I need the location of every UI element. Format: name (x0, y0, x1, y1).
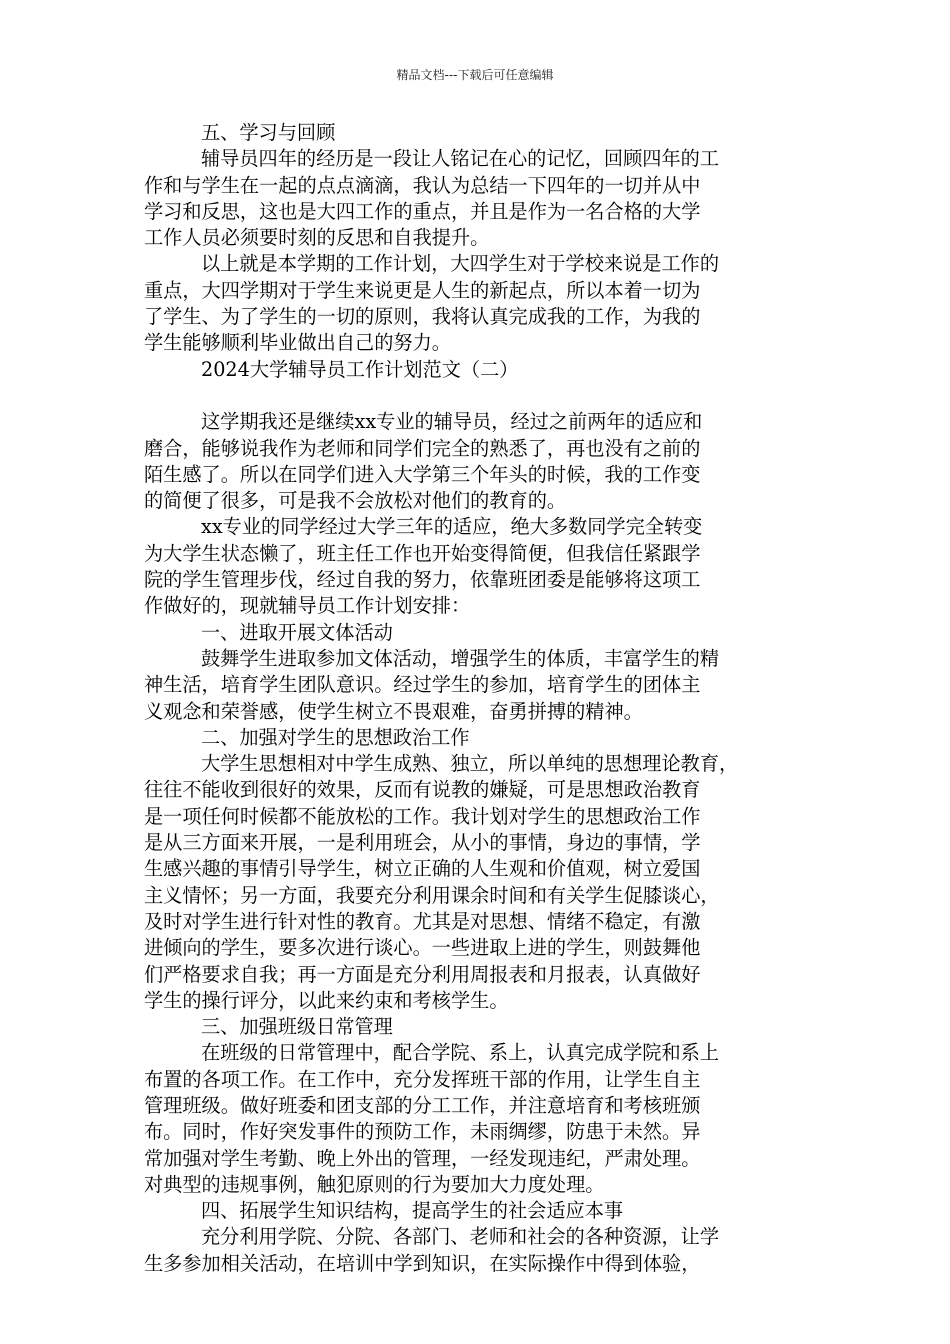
text-line: 义观念和荣誉感，使学生树立不畏艰难，奋勇拼搏的精神。 (144, 699, 643, 723)
text-line: 生感兴趣的事情引导学生，树立正确的人生观和价值观，树立爱国 (144, 857, 701, 881)
text-line: 进倾向的学生，要多次进行谈心。一些进取上进的学生，则鼓舞他 (144, 936, 701, 960)
text-line: 神生活，培育学生团队意识。经过学生的参加，培育学生的团体主 (144, 673, 701, 697)
text-line: xx专业的同学经过大学三年的适应，绝大多数同学完全转变 (201, 515, 703, 539)
text-line: 在班级的日常管理中，配合学院、系上，认真完成学院和系上 (201, 1041, 720, 1065)
text-line: 常加强对学生考勤、晚上外出的管理，一经发现违纪，严肃处理。 (144, 1146, 701, 1170)
text-line: 大学生思想相对中学生成熟、独立，所以单纯的思想理论教育， (201, 752, 739, 776)
text-line (144, 383, 814, 409)
text-line: 院的学生管理步伐，经过自我的努力，依靠班团委是能够将这项工 (144, 568, 701, 592)
text-line: 学生能够顺利毕业做出自己的努力。 (144, 331, 451, 355)
text-line: 陌生感了。所以在同学们进入大学第三个年头的时候，我的工作变 (144, 462, 701, 486)
text-line: 学生的操行评分，以此来约束和考核学生。 (144, 988, 509, 1012)
text-line: 是一项任何时候都不能放松的工作。我计划对学生的思想政治工作 (144, 804, 701, 828)
text-line: 四、拓展学生知识结构，提高学生的社会适应本事 (201, 1199, 624, 1223)
text-line: 作做好的，现就辅导员工作计划安排： (144, 594, 471, 618)
text-line: 生多参加相关活动，在培训中学到知识，在实际操作中得到体验， (144, 1251, 701, 1275)
text-line: 五、学习与回顾 (201, 121, 336, 144)
text-line: 这学期我还是继续xx专业的辅导员，经过之前两年的适应和 (201, 410, 703, 434)
text-line: 磨合，能够说我作为老师和同学们完全的熟悉了，再也没有之前的 (144, 436, 701, 460)
text-line: 2024大学辅导员工作计划范文（二） (201, 357, 519, 381)
text-line: 以上就是本学期的工作计划，大四学生对于学校来说是工作的 (201, 252, 720, 276)
text-line: 为大学生状态懒了，班主任工作也开始变得简便，但我信任紧跟学 (144, 541, 701, 565)
text-line: 及时对学生进行针对性的教育。尤其是对思想、情绪不稳定，有激 (144, 909, 701, 933)
text-line: 重点，大四学期对于学生来说更是人生的新起点，所以本着一切为 (144, 278, 701, 302)
text-line: 工作人员必须要时刻的反思和自我提升。 (144, 226, 490, 250)
text-line: 往往不能收到很好的效果，反而有说教的嫌疑，可是思想政治教育 (144, 778, 701, 802)
text-line: 一、进取开展文体活动 (201, 620, 393, 644)
text-line: 是从三方面来开展，一是利用班会，从小的事情，身边的事情，学 (144, 831, 701, 855)
text-line: 三、加强班级日常管理 (201, 1015, 393, 1039)
text-line: 学习和反思，这也是大四工作的重点，并且是作为一名合格的大学 (144, 199, 701, 223)
text-line: 管理班级。做好班委和团支部的分工工作，并注意培育和考核班颁 (144, 1093, 701, 1117)
text-line: 主义情怀；另一方面，我要充分利用课余时间和有关学生促膝谈心， (144, 883, 720, 907)
text-line: 充分利用学院、分院、各部门、老师和社会的各种资源，让学 (201, 1225, 720, 1249)
text-line: 布。同时，作好突发事件的预防工作，未雨绸缪，防患于未然。异 (144, 1120, 701, 1144)
text-line: 们严格要求自我；再一方面是充分利用周报表和月报表，认真做好 (144, 962, 701, 986)
text-line: 作和与学生在一起的点点滴滴，我认为总结一下四年的一切并从中 (144, 173, 701, 197)
text-line: 了学生、为了学生的一切的原则，我将认真完成我的工作，为我的 (144, 305, 701, 329)
text-line: 对典型的违规事例，触犯原则的行为要加大力度处理。 (144, 1172, 605, 1196)
document-body (144, 120, 814, 1277)
text-line: 的简便了很多，可是我不会放松对他们的教育的。 (144, 489, 567, 513)
page-header: 精品文档---下载后可任意编辑 (396, 68, 554, 82)
text-line: 二、加强对学生的思想政治工作 (201, 725, 470, 749)
text-line: 鼓舞学生进取参加文体活动，增强学生的体质，丰富学生的精 (201, 646, 720, 670)
text-line: 辅导员四年的经历是一段让人铭记在心的记忆，回顾四年的工 (201, 147, 720, 171)
text-line: 布置的各项工作。在工作中，充分发挥班干部的作用，让学生自主 (144, 1067, 701, 1091)
